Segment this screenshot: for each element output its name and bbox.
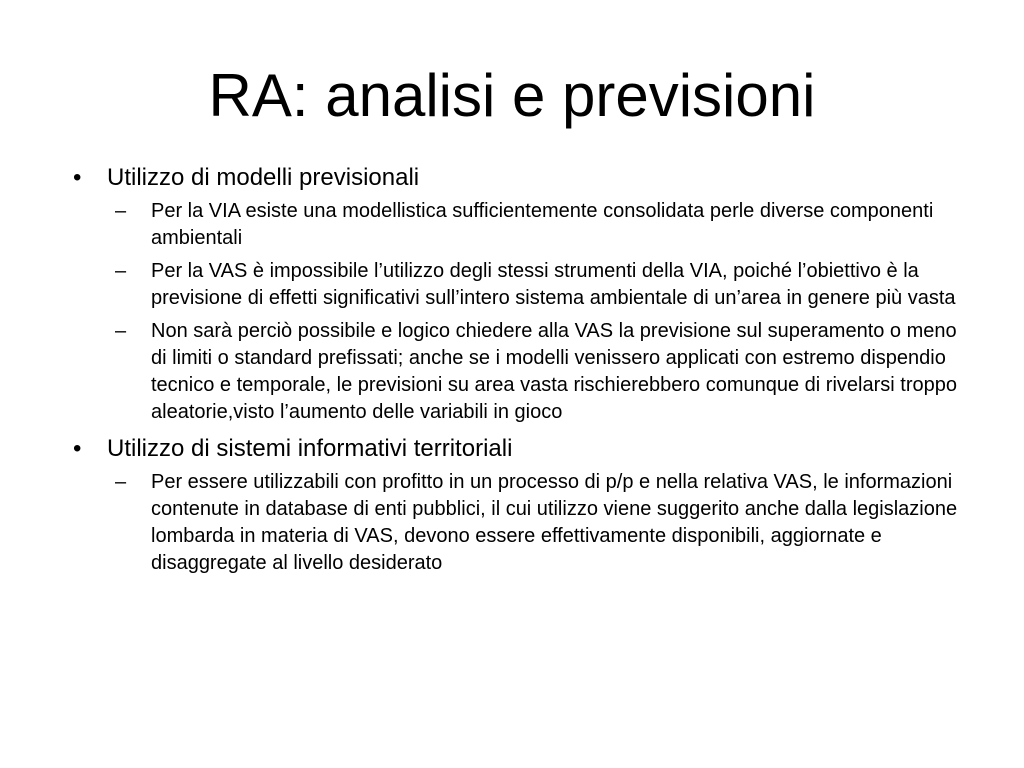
bullet-icon: • (73, 164, 82, 191)
slide-title: RA: analisi e previsioni (208, 62, 816, 129)
bullet-text: Utilizzo di modelli previsionali (107, 164, 420, 191)
dash-icon: – (115, 471, 127, 493)
bullet-text: Utilizzo di sistemi informativi territoriali (107, 435, 513, 462)
sub-bullet-text: Per la VIA esiste una modellistica sufficientemente consolidata perle diverse componenti ambientali (151, 200, 934, 249)
dash-icon: – (115, 260, 127, 282)
bullet-item (62, 435, 962, 463)
sub-bullet-text: Non sarà perciò possibile e logico chiedere alla VAS la previsione sul superamento o meno di limiti o standard prefissati; anche se i modelli venissero applicati con estremo dispendio tecnico e temporale, le previsioni su area vasta rischierebbero comunque di rivelarsi troppo aleatorie,visto l’aumento delle variabili in gioco (151, 320, 957, 423)
sub-bullet-text: Per essere utilizzabili con profitto in un processo di p/p e nella relativa VAS, le informazioni contenute in database di enti pubblici, il cui utilizzo viene suggerito anche dalla legislazione lombarda in materia di VAS, devono essere effettivamente disponibili, aggiornate e disaggregate al livello desiderato (151, 471, 958, 574)
sub-bullet-item (62, 318, 962, 426)
sub-bullet-item (62, 198, 962, 252)
sub-bullet-item (62, 258, 962, 312)
bullet-item (62, 164, 962, 192)
slide-body (62, 160, 962, 577)
bullet-icon: • (73, 435, 82, 462)
dash-icon: – (115, 200, 127, 222)
dash-icon: – (115, 320, 127, 342)
sub-bullet-text: Per la VAS è impossibile l’utilizzo degli stessi strumenti della VIA, poiché l’obiettivo è la previsione di effetti significativi sull’intero sistema ambientale di un’area in genere più vasta (151, 260, 956, 309)
sub-bullet-item (62, 469, 962, 577)
